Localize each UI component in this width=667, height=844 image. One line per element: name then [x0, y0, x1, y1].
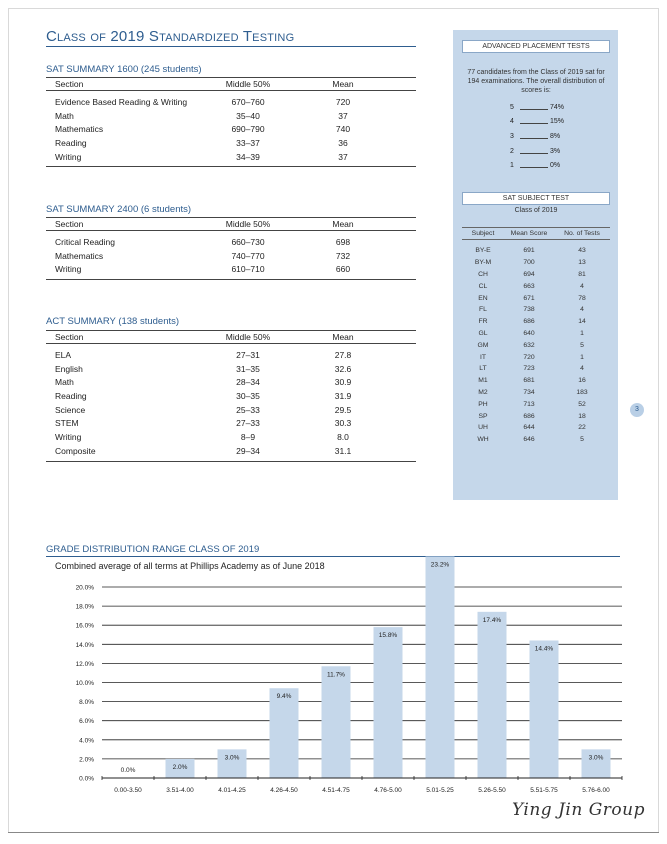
- y-tick-label: 0.0%: [79, 775, 94, 783]
- table-row: Math 35–40 37: [55, 110, 348, 121]
- bar: [478, 612, 507, 778]
- table-header: Section Middle 50% Mean: [46, 217, 416, 231]
- page-title: Class of 2019 Standardized Testing: [46, 28, 295, 45]
- table-row: Composite 29–34 31.1: [55, 445, 352, 456]
- table-row: Evidence Based Reading & Writing 670–760 720: [55, 96, 351, 107]
- y-tick-label: 2.0%: [79, 756, 94, 764]
- act-title: ACT SUMMARY (138 students): [46, 316, 180, 327]
- table-row: LT 723 4: [479, 365, 584, 373]
- table-row: EN 671 78: [478, 294, 586, 302]
- x-tick-label: 4.51-4.75: [322, 787, 350, 794]
- x-tick-label: 4.26-4.50: [270, 787, 298, 794]
- bar: [530, 640, 559, 778]
- x-tick-label: 5.51-5.75: [530, 787, 558, 794]
- table-row: BY-M 700 13: [474, 259, 586, 267]
- table-row: Mathematics 690–790 740: [55, 124, 351, 135]
- x-tick-label: 4.76-5.00: [374, 787, 402, 794]
- table-row: UH 644 22: [478, 424, 586, 432]
- table-row: PH 713 52: [478, 400, 586, 408]
- ap-title: ADVANCED PLACEMENT TESTS: [462, 40, 610, 53]
- sat2400-title: SAT SUMMARY 2400 (6 students): [46, 204, 192, 215]
- x-tick-label: 5.76-6.00: [582, 787, 610, 794]
- bar: [322, 666, 351, 778]
- table-row: FL 738 4: [479, 306, 584, 314]
- chart-subtitle: Combined average of all terms at Phillips Academy as of June 2018: [55, 561, 325, 571]
- y-tick-label: 4.0%: [79, 737, 94, 745]
- table-row: Writing 610–710 660: [55, 264, 351, 275]
- watermark: Ying Jin Group: [512, 800, 645, 820]
- chart-title: GRADE DISTRIBUTION RANGE CLASS OF 2019: [46, 544, 260, 555]
- bar: [270, 688, 299, 778]
- table-row: FR 686 14: [478, 318, 586, 326]
- x-tick-label: 5.01-5.25: [426, 787, 454, 794]
- y-tick-label: 8.0%: [79, 699, 94, 707]
- table-row: M1 681 16: [478, 377, 586, 385]
- table-row: CH 694 81: [478, 270, 586, 278]
- table-row: GL 640 1: [478, 329, 584, 337]
- table-row: Reading 33–37 36: [55, 137, 348, 148]
- y-tick-label: 14.0%: [75, 641, 94, 649]
- bar: [426, 556, 455, 778]
- table-row: CL 663 4: [478, 282, 584, 290]
- bar-value-label: 3.0%: [588, 754, 604, 762]
- ap-distribution-row: 1 0%: [510, 162, 561, 169]
- table-row: Reading 30–35 31.9: [55, 390, 352, 401]
- x-tick-label: 5.26-5.50: [478, 787, 506, 794]
- table-row: IT 720 1: [479, 353, 584, 361]
- bar-value-label: 15.8%: [378, 632, 398, 640]
- table-row: Writing 8–9 8.0: [55, 431, 349, 442]
- sst-subtitle: Class of 2019: [514, 207, 558, 214]
- y-tick-label: 10.0%: [75, 680, 94, 687]
- y-tick-label: 18.0%: [75, 603, 94, 611]
- table-row: GM 632 5: [477, 341, 584, 349]
- table-header: Section Middle 50% Mean: [46, 330, 416, 344]
- ap-description: 77 candidates from the Class of 2019 sat for 194 examinations. The overall distribution of scores is:: [467, 69, 605, 94]
- bar-value-label: 17.4%: [482, 616, 502, 624]
- sat1600-title: SAT SUMMARY 1600 (245 students): [46, 64, 202, 75]
- table-row: Math 28–34 30.9: [55, 377, 352, 388]
- bar-value-label: 0.0%: [120, 767, 136, 774]
- table-row: English 31–35 32.6: [55, 363, 352, 374]
- bar-value-label: 3.0%: [224, 754, 240, 762]
- bar-value-label: 23.2%: [430, 561, 450, 569]
- bottom-rule: [8, 832, 659, 833]
- ap-distribution-row: 5 74%: [510, 104, 565, 111]
- x-tick-label: 4.01-4.25: [218, 787, 246, 794]
- table-row: SP 686 18: [478, 412, 586, 420]
- table-row: Critical Reading 660–730 698: [55, 236, 351, 247]
- y-tick-label: 20.0%: [75, 584, 94, 592]
- page-number-badge: 3: [630, 403, 644, 417]
- table-header: Subject Mean Score No. of Tests: [462, 227, 610, 240]
- table-row: Writing 34–39 37: [55, 151, 348, 162]
- ap-distribution-row: 3 8%: [510, 133, 561, 140]
- bar-value-label: 2.0%: [172, 763, 188, 771]
- table-row: STEM 27–33 30.3: [55, 418, 352, 429]
- ap-distribution-row: 2 3%: [510, 148, 561, 155]
- x-tick-label: 0.00-3.50: [114, 787, 142, 794]
- table-header: Section Middle 50% Mean: [46, 77, 416, 91]
- table-row: WH 646 5: [477, 436, 584, 444]
- y-tick-label: 16.0%: [75, 622, 94, 630]
- ap-distribution-row: 4 15%: [510, 118, 565, 125]
- y-tick-label: 6.0%: [79, 718, 94, 726]
- bar-value-label: 11.7%: [327, 671, 345, 679]
- y-tick-label: 12.0%: [75, 660, 94, 668]
- table-row: BY-E 691 43: [475, 247, 586, 255]
- table-row: Mathematics 740–770 732: [55, 250, 351, 261]
- bar-value-label: 9.4%: [276, 693, 292, 701]
- bar-value-label: 14.4%: [534, 645, 554, 653]
- sst-title: SAT SUBJECT TEST: [462, 192, 610, 205]
- x-tick-label: 3.51-4.00: [166, 787, 194, 794]
- table-row: Science 25–33 29.5: [55, 404, 352, 415]
- table-row: M2 734 183: [478, 388, 588, 396]
- bar: [374, 627, 403, 778]
- table-row: ELA 27–31 27.8: [55, 349, 352, 360]
